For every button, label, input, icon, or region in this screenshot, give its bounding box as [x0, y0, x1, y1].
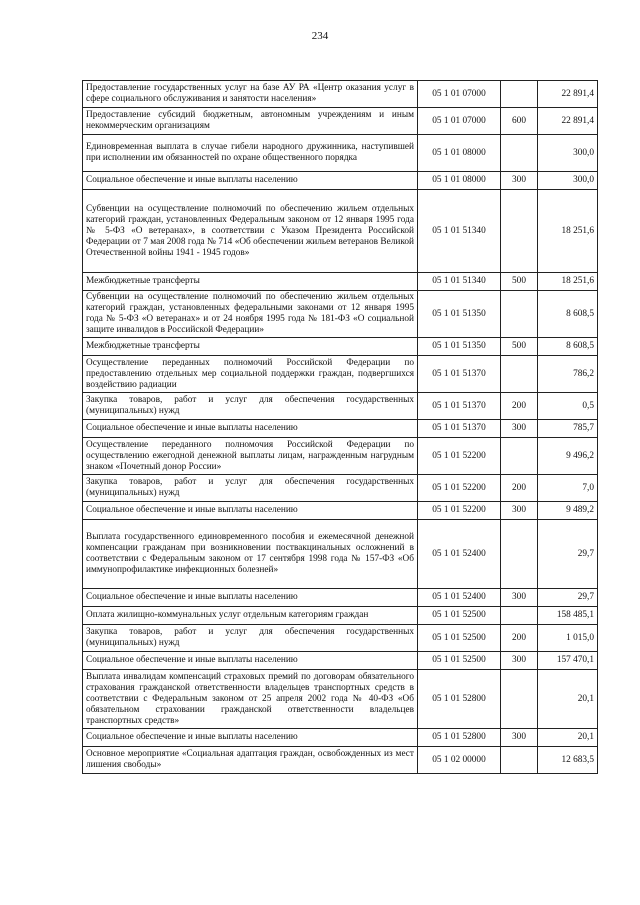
- row-expense-type: [501, 747, 538, 774]
- row-target-code: 05 1 01 51340: [418, 190, 501, 273]
- row-target-code: 05 1 01 51340: [418, 273, 501, 291]
- row-expense-type: [501, 670, 538, 729]
- row-description: Основное мероприятие «Социальная адаптация граждан, освобожденных из мест лишения свободы»: [83, 747, 418, 774]
- row-expense-type: [501, 607, 538, 625]
- budget-table-body: [83, 81, 598, 774]
- row-amount: 18 251,6: [538, 273, 598, 291]
- row-expense-type: [501, 81, 538, 108]
- row-amount: 18 251,6: [538, 190, 598, 273]
- row-expense-type: 300: [501, 502, 538, 520]
- row-target-code: 05 1 01 07000: [418, 81, 501, 108]
- row-description: Закупка товаров, работ и услуг для обеспечения государственных (муниципальных) нужд: [83, 393, 418, 420]
- row-amount: 20,1: [538, 670, 598, 729]
- table-row: [83, 747, 598, 774]
- row-amount: 8 608,5: [538, 291, 598, 338]
- row-amount: 9 496,2: [538, 438, 598, 475]
- row-amount: 157 470,1: [538, 652, 598, 670]
- row-expense-type: 600: [501, 108, 538, 135]
- row-expense-type: 500: [501, 338, 538, 356]
- row-expense-type: 300: [501, 652, 538, 670]
- row-description: Межбюджетные трансферты: [83, 273, 418, 291]
- row-amount: 785,7: [538, 420, 598, 438]
- table-row: [83, 729, 598, 747]
- row-expense-type: 200: [501, 625, 538, 652]
- row-amount: 300,0: [538, 172, 598, 190]
- table-row: [83, 652, 598, 670]
- row-description: Социальное обеспечение и иные выплаты населению: [83, 589, 418, 607]
- row-description: Предоставление государственных услуг на базе АУ РА «Центр оказания услуг в сфере социального обслуживания и занятости населения»: [83, 81, 418, 108]
- row-target-code: 05 1 01 52800: [418, 729, 501, 747]
- row-target-code: 05 1 01 51370: [418, 420, 501, 438]
- table-row: [83, 291, 598, 338]
- table-row: [83, 273, 598, 291]
- row-description: Единовременная выплата в случае гибели народного дружинника, наступившей при исполнении им обязанностей по охране общественного порядка: [83, 135, 418, 172]
- table-row: [83, 438, 598, 475]
- row-expense-type: 300: [501, 420, 538, 438]
- row-expense-type: 300: [501, 172, 538, 190]
- row-description: Межбюджетные трансферты: [83, 338, 418, 356]
- row-target-code: 05 1 01 51350: [418, 291, 501, 338]
- row-expense-type: 500: [501, 273, 538, 291]
- row-target-code: 05 1 01 08000: [418, 135, 501, 172]
- row-amount: 158 485,1: [538, 607, 598, 625]
- row-description: Осуществление переданного полномочия Российской Федерации по осуществлению ежегодной денежной выплаты лицам, награжденным нагрудным знаком «Почетный донор России»: [83, 438, 418, 475]
- row-expense-type: [501, 190, 538, 273]
- table-row: [83, 625, 598, 652]
- row-target-code: 05 1 01 52400: [418, 520, 501, 589]
- row-description: Социальное обеспечение и иные выплаты населению: [83, 652, 418, 670]
- budget-table: [82, 80, 598, 774]
- table-row: [83, 475, 598, 502]
- row-amount: 20,1: [538, 729, 598, 747]
- row-amount: 7,0: [538, 475, 598, 502]
- row-target-code: 05 1 01 52500: [418, 625, 501, 652]
- row-description: Социальное обеспечение и иные выплаты населению: [83, 420, 418, 438]
- row-expense-type: 200: [501, 475, 538, 502]
- table-row: [83, 172, 598, 190]
- row-description: Оплата жилищно-коммунальных услуг отдельным категориям граждан: [83, 607, 418, 625]
- table-row: [83, 589, 598, 607]
- row-expense-type: 300: [501, 589, 538, 607]
- row-description: Социальное обеспечение и иные выплаты населению: [83, 729, 418, 747]
- row-target-code: 05 1 01 52200: [418, 502, 501, 520]
- table-row: [83, 502, 598, 520]
- row-target-code: 05 1 01 08000: [418, 172, 501, 190]
- row-expense-type: [501, 356, 538, 393]
- row-description: Выплата государственного единовременного пособия и ежемесячной денежной компенсации гражданам при возникновении поствакцинальных осложнений в соответствии с Федеральным законом от 17 сентября 1998 года № 157-ФЗ «Об иммунопрофилактике инфекционных болезней»: [83, 520, 418, 589]
- row-target-code: 05 1 01 07000: [418, 108, 501, 135]
- row-amount: 12 683,5: [538, 747, 598, 774]
- row-target-code: 05 1 01 52200: [418, 438, 501, 475]
- row-expense-type: 200: [501, 393, 538, 420]
- row-target-code: 05 1 01 52400: [418, 589, 501, 607]
- row-expense-type: [501, 135, 538, 172]
- row-target-code: 05 1 01 52800: [418, 670, 501, 729]
- table-row: [83, 135, 598, 172]
- row-target-code: 05 1 01 52500: [418, 652, 501, 670]
- row-amount: 300,0: [538, 135, 598, 172]
- row-amount: 29,7: [538, 520, 598, 589]
- row-description: Субвенции на осуществление полномочий по обеспечению жильем отдельных категорий граждан, установленных федеральными законами от 12 января 1995 года № 5-ФЗ «О ветеранах» и от 24 ноября 1995 года № 181-ФЗ «О социальной защите инвалидов в Российской Федерации»: [83, 291, 418, 338]
- table-row: [83, 607, 598, 625]
- table-row: [83, 393, 598, 420]
- row-amount: 9 489,2: [538, 502, 598, 520]
- row-expense-type: [501, 520, 538, 589]
- row-amount: 1 015,0: [538, 625, 598, 652]
- row-amount: 29,7: [538, 589, 598, 607]
- row-expense-type: [501, 291, 538, 338]
- row-description: Закупка товаров, работ и услуг для обеспечения государственных (муниципальных) нужд: [83, 625, 418, 652]
- table-row: [83, 81, 598, 108]
- row-amount: 22 891,4: [538, 81, 598, 108]
- page-number: 234: [311, 30, 329, 42]
- row-amount: 22 891,4: [538, 108, 598, 135]
- row-expense-type: [501, 438, 538, 475]
- table-row: [83, 420, 598, 438]
- row-description: Закупка товаров, работ и услуг для обеспечения государственных (муниципальных) нужд: [83, 475, 418, 502]
- row-target-code: 05 1 01 51370: [418, 356, 501, 393]
- table-row: [83, 356, 598, 393]
- table-row: [83, 520, 598, 589]
- row-expense-type: 300: [501, 729, 538, 747]
- table-row: [83, 108, 598, 135]
- row-target-code: 05 1 01 52200: [418, 475, 501, 502]
- row-target-code: 05 1 01 51370: [418, 393, 501, 420]
- row-amount: 0,5: [538, 393, 598, 420]
- row-description: Осуществление переданных полномочий Российской Федерации по предоставлению отдельных мер социальной поддержки граждан, подвергшихся воздействию радиации: [83, 356, 418, 393]
- row-description: Выплата инвалидам компенсаций страховых премий по договорам обязательного страхования гражданской ответственности владельцев транспортных средств в соответствии с Федеральным законом от 25 апреля 2002 года № 40-ФЗ «Об обязательном страховании гражданской ответственности владельцев транспортных средств»: [83, 670, 418, 729]
- row-description: Социальное обеспечение и иные выплаты населению: [83, 502, 418, 520]
- row-description: Предоставление субсидий бюджетным, автономным учреждениям и иным некоммерческим организациям: [83, 108, 418, 135]
- table-row: [83, 190, 598, 273]
- row-target-code: 05 1 01 52500: [418, 607, 501, 625]
- table-row: [83, 338, 598, 356]
- row-target-code: 05 1 02 00000: [418, 747, 501, 774]
- row-target-code: 05 1 01 51350: [418, 338, 501, 356]
- row-description: Субвенции на осуществление полномочий по обеспечению жильем отдельных категорий граждан, установленных Федеральным законом от 12 января 1995 года № 5-ФЗ «О ветеранах», в соответствии с Указом Президента Российской Федерации от 7 мая 2008 года № 714 «Об обеспечении жильем ветеранов Великой Отечественной войны 1941 - 1945 годов»: [83, 190, 418, 273]
- row-amount: 786,2: [538, 356, 598, 393]
- table-row: [83, 670, 598, 729]
- row-description: Социальное обеспечение и иные выплаты населению: [83, 172, 418, 190]
- row-amount: 8 608,5: [538, 338, 598, 356]
